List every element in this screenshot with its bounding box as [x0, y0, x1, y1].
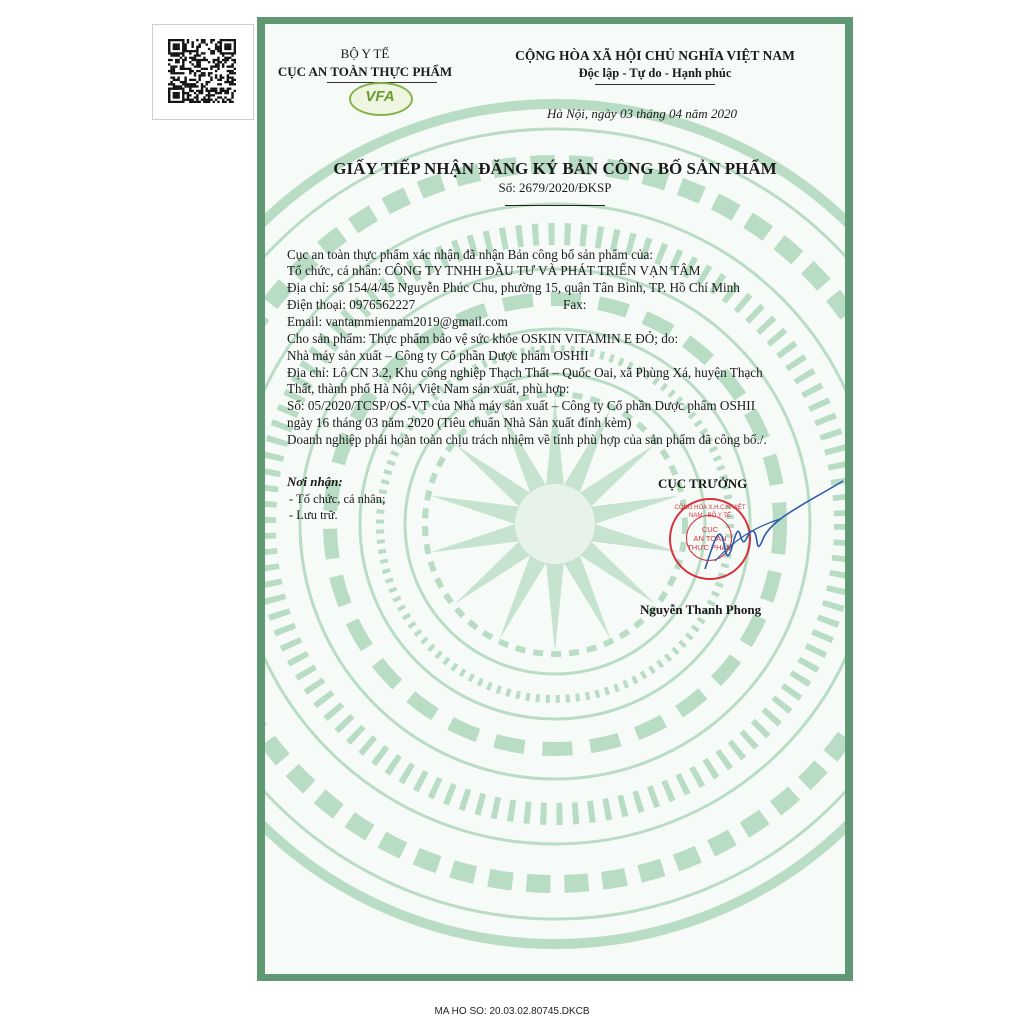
stamp-ring-text: CỘNG HÒA X.H.C.N VIỆT NAM · BỘ Y TẾ: [674, 505, 746, 519]
document-number: Số: 2679/2020/ĐKSP: [498, 180, 612, 195]
qr-code-icon: [168, 39, 236, 103]
body-line: Điện thoại: 0976562227: [287, 297, 416, 312]
body-line: ngày 16 tháng 03 năm 2020 (Tiêu chuẩn Nhà Sản xuất đính kèm): [287, 415, 632, 430]
body-line: Cục an toàn thực phẩm xác nhận đã nhận Bản công bố sản phẩm của:: [287, 247, 654, 262]
vfa-logo: VFA: [349, 82, 413, 114]
certificate-sheet: [265, 24, 845, 974]
qr-code-frame: [152, 24, 254, 120]
document-title: GIẤY TIẾP NHẬN ĐĂNG KÝ BẢN CÔNG BỐ SẢN PHẨM: [333, 159, 777, 178]
nation-title: CỘNG HÒA XÃ HỘI CHỦ NGHĨA VIỆT NAM: [515, 48, 795, 63]
recipients-title: Nơi nhận:: [287, 474, 343, 489]
body-line: Địa chỉ: số 154/4/45 Nguyễn Phúc Chu, phường 15, quận Tân Bình, TP. Hồ Chí Minh: [287, 280, 740, 295]
stamp-line: AN TOÀN: [693, 534, 727, 543]
body-line: Thất, thành phố Hà Nội, Việt Nam sản xuất, phù hợp:: [287, 381, 570, 396]
body-line: Email: vantammiennam2019@gmail.com: [287, 314, 508, 329]
title-divider: [505, 205, 605, 206]
body-line: Nhà máy sản xuất – Công ty Cổ phần Dược phẩm OSHII: [287, 348, 589, 363]
signer-role: CỤC TRƯỞNG: [658, 476, 748, 491]
dossier-code: MA HO SO: 20.03.02.80745.DKCB: [434, 1006, 590, 1017]
handwritten-signature-icon: [685, 479, 845, 589]
body-line: Doanh nghiệp phải hoàn toàn chịu trách nhiệm về tính phù hợp của sản phẩm đã công bố./.: [287, 432, 767, 447]
body-line: Địa chỉ: Lô CN 3.2, Khu công nghiệp Thạch Thất – Quốc Oai, xã Phùng Xá, huyện Thạch: [287, 365, 763, 380]
recipient-item: - Lưu trữ.: [289, 508, 338, 522]
body-line: Số: 05/2020/TCSP/OS-VT của Nhà máy sản xuất – Công ty Cổ phần Dược phẩm OSHII: [287, 398, 756, 413]
agency-name: CỤC AN TOÀN THỰC PHẨM: [277, 64, 453, 79]
ministry-name: BỘ Y TẾ: [340, 46, 390, 61]
body-line: Cho sản phẩm: Thực phẩm bảo vệ sức khỏe OSKIN VITAMIN E ĐỎ; do:: [287, 331, 679, 346]
stamp-line: THỰC PHẨM: [687, 543, 733, 552]
body-line: Tổ chức, cá nhân: CÔNG TY TNHH ĐẦU TƯ VÀ PHÁT TRIỂN VẠN TÂM: [287, 263, 701, 278]
signer-name: Nguyễn Thanh Phong: [640, 602, 762, 617]
motto-underline: [595, 84, 715, 85]
certificate-border: [257, 17, 853, 981]
fax-label: Fax:: [563, 297, 587, 312]
stamp-line: CỤC: [701, 525, 719, 534]
recipient-item: - Tổ chức, cá nhân;: [289, 492, 386, 506]
issue-date: Hà Nội, ngày 03 tháng 04 năm 2020: [547, 106, 737, 121]
national-motto: Độc lập - Tự do - Hạnh phúc: [578, 66, 732, 80]
